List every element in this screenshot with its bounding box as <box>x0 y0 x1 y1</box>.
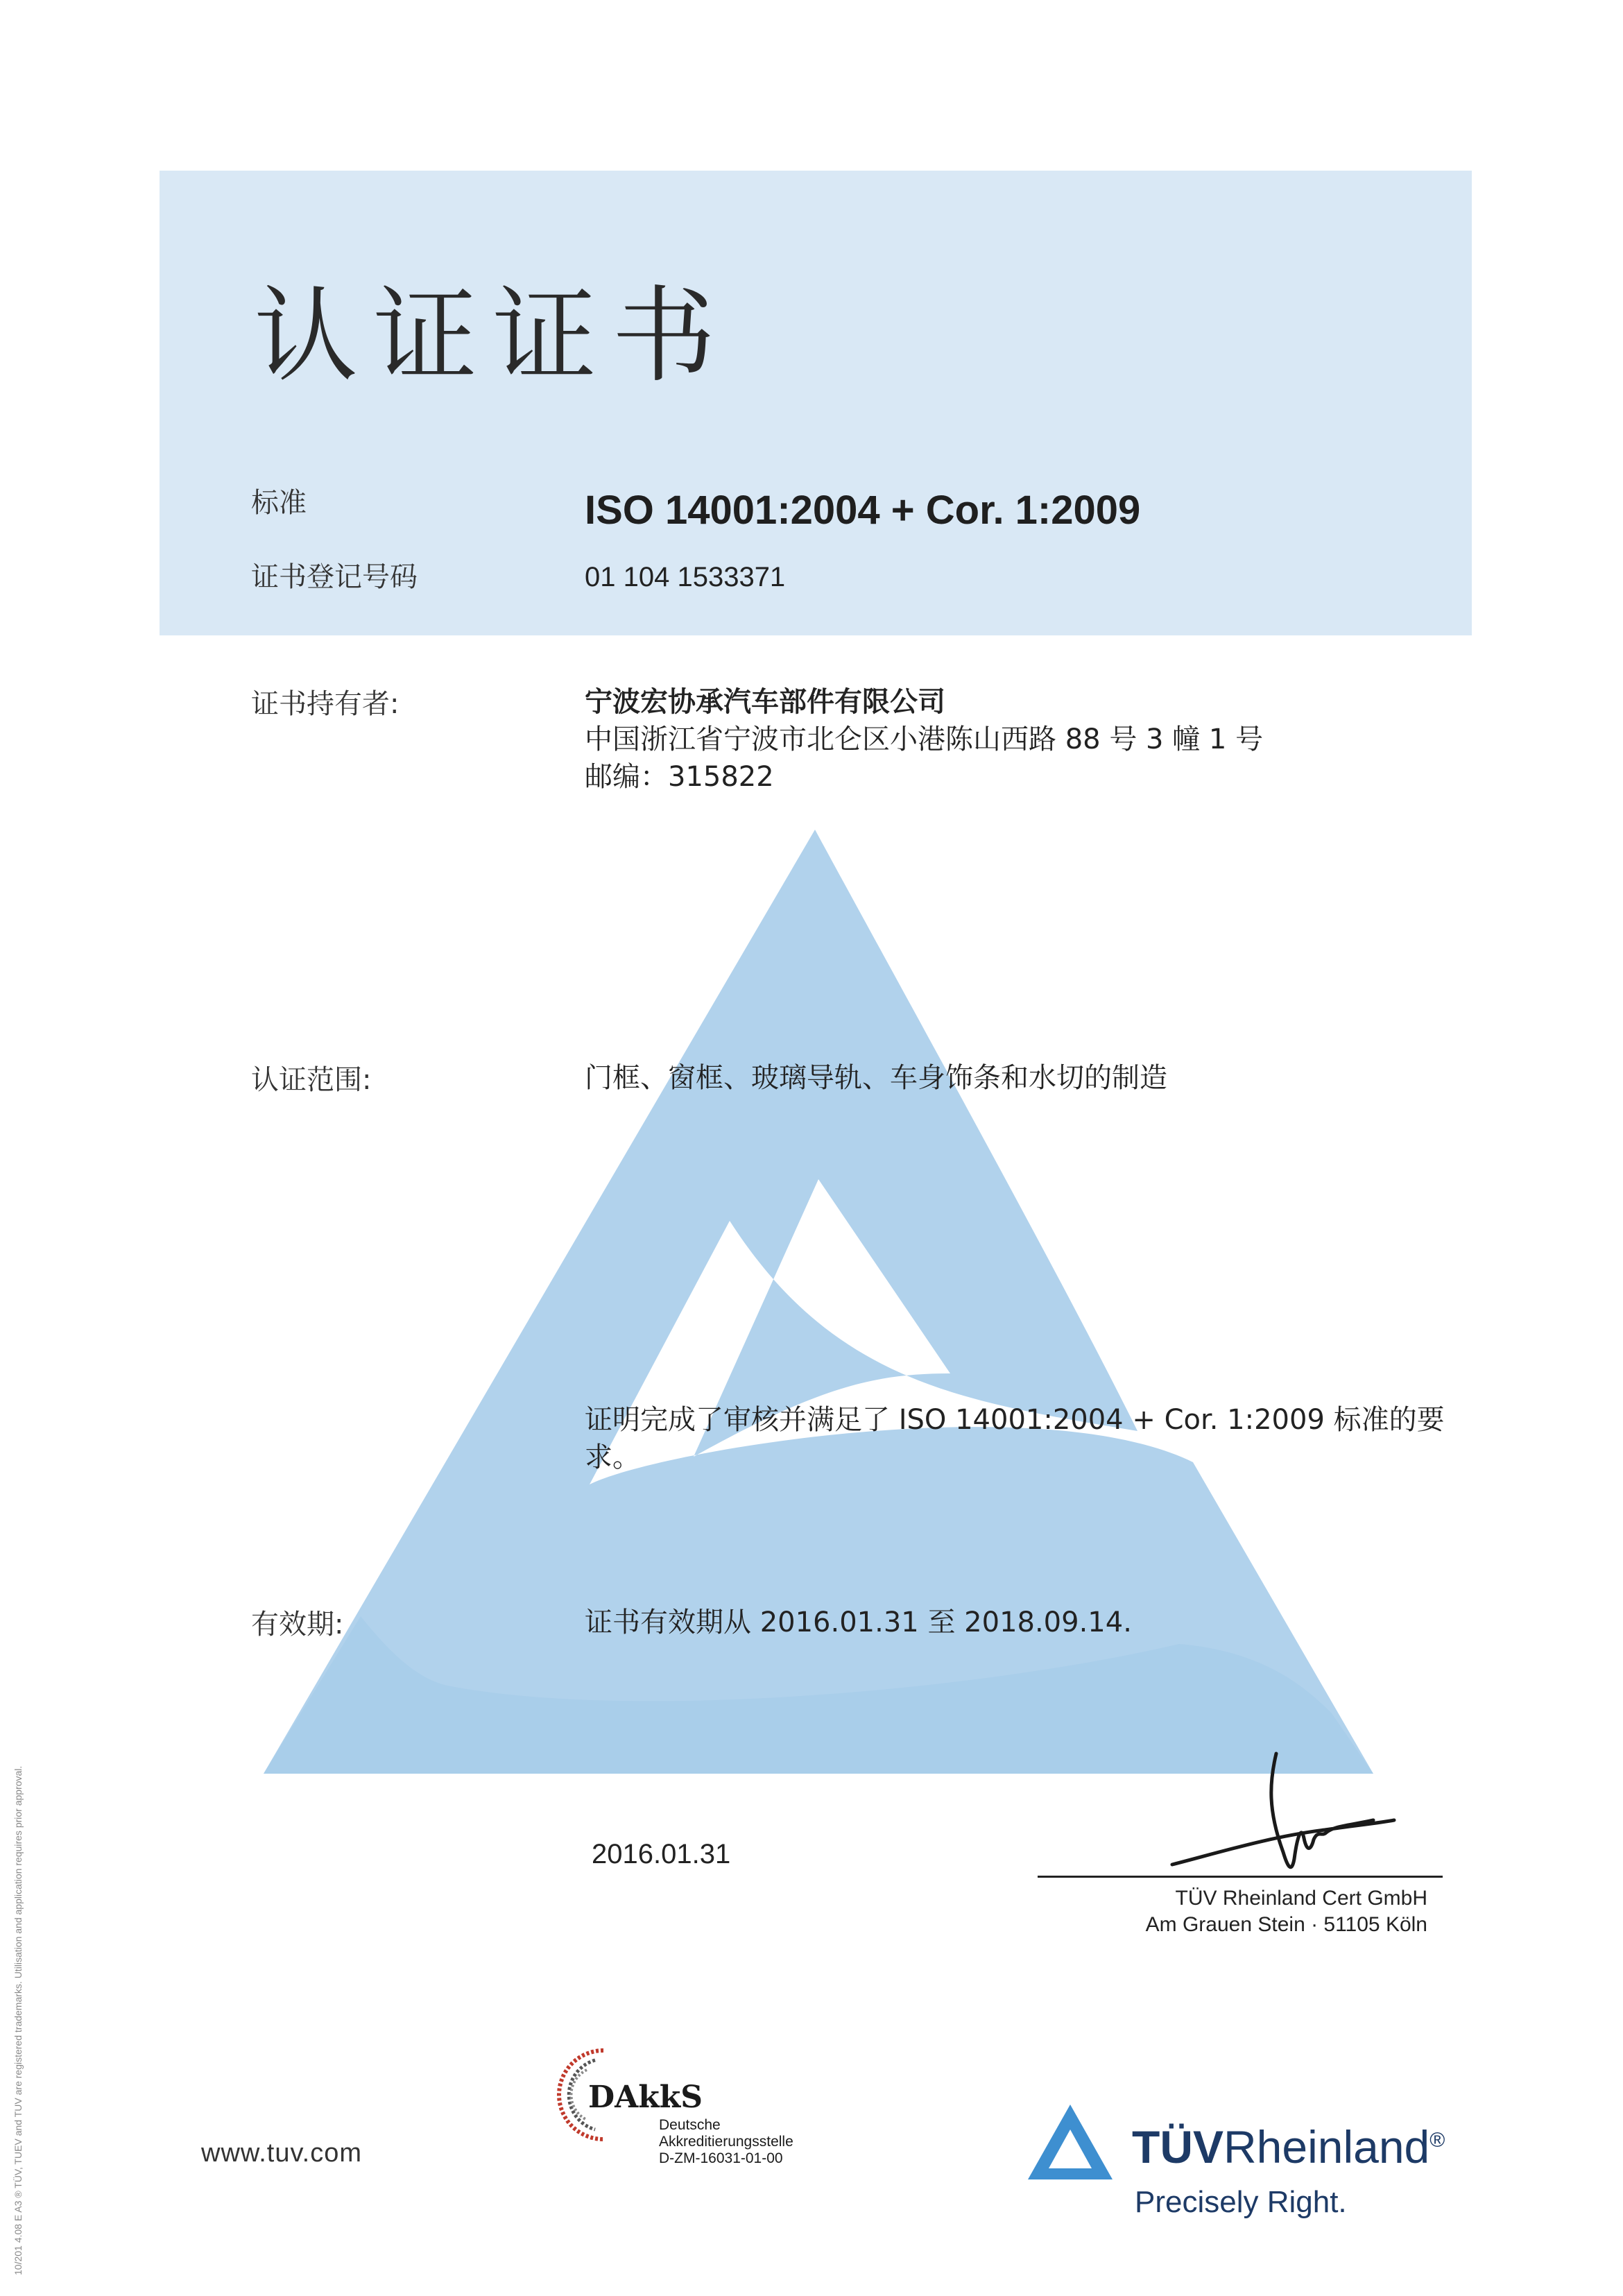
dakks-line-1: Deutsche <box>659 2117 721 2133</box>
issuer-address: Am Grauen Stein · 51105 Köln <box>1145 1912 1427 1936</box>
signature <box>1165 1748 1401 1880</box>
holder-company: 宁波宏协承汽车部件有限公司 <box>585 686 945 718</box>
trademark-side-note: 10/201 4.08 E A3 ® TÜV, TUEV and TUV are registered trademarks. Utilisation and application requires prior approval. <box>12 1765 24 2275</box>
dakks-line-3: D-ZM-16031-01-00 <box>659 2150 783 2167</box>
tuv-wordmark-regular: Rheinland <box>1223 2121 1430 2173</box>
tuv-wordmark-bold: TÜV <box>1132 2121 1223 2173</box>
statement-line-2: 求。 <box>585 1441 640 1473</box>
holder-label: 证书持有者: <box>251 688 400 720</box>
standard-value: ISO 14001:2004 + Cor. 1:2009 <box>585 488 1141 533</box>
dakks-name: DAkkS <box>588 2080 703 2115</box>
tuv-triangle-logo-icon <box>1025 2102 1115 2184</box>
registered-mark: ® <box>1429 2129 1445 2152</box>
validity-label: 有效期: <box>251 1609 344 1640</box>
registration-label: 证书登记号码 <box>251 561 418 593</box>
registration-number: 01 104 1533371 <box>585 562 786 592</box>
standard-label: 标准 <box>251 487 307 519</box>
dakks-line-2: Akkreditierungsstelle <box>659 2134 793 2150</box>
validity-value: 证书有效期从 2016.01.31 至 2018.09.14. <box>585 1607 1132 1638</box>
signature-line <box>1038 1876 1443 1878</box>
issue-date: 2016.01.31 <box>592 1839 731 1869</box>
issuer-block <box>1146 1885 1427 1937</box>
statement-line-1: 证明完成了审核并满足了 ISO 14001:2004 + Cor. 1:2009 标准的要 <box>585 1404 1445 1436</box>
scope-label: 认证范围: <box>251 1064 372 1096</box>
dakks-text <box>659 2117 793 2167</box>
holder-address: 中国浙江省宁波市北仑区小港陈山西路 88 号 3 幢 1 号 <box>585 723 1264 755</box>
website-link[interactable]: www.tuv.com <box>201 2139 363 2168</box>
scope-value: 门框、窗框、玻璃导轨、车身饰条和水切的制造 <box>585 1062 1167 1094</box>
statement-block <box>585 1401 1445 1476</box>
holder-postcode: 邮编：315822 <box>585 761 774 793</box>
tuv-wordmark <box>1132 2121 1445 2173</box>
certificate-title: 认证证书 <box>254 276 732 397</box>
issuer-name: TÜV Rheinland Cert GmbH <box>1175 1887 1427 1910</box>
holder-block <box>585 683 1263 796</box>
tuv-slogan: Precisely Right. <box>1135 2185 1347 2219</box>
